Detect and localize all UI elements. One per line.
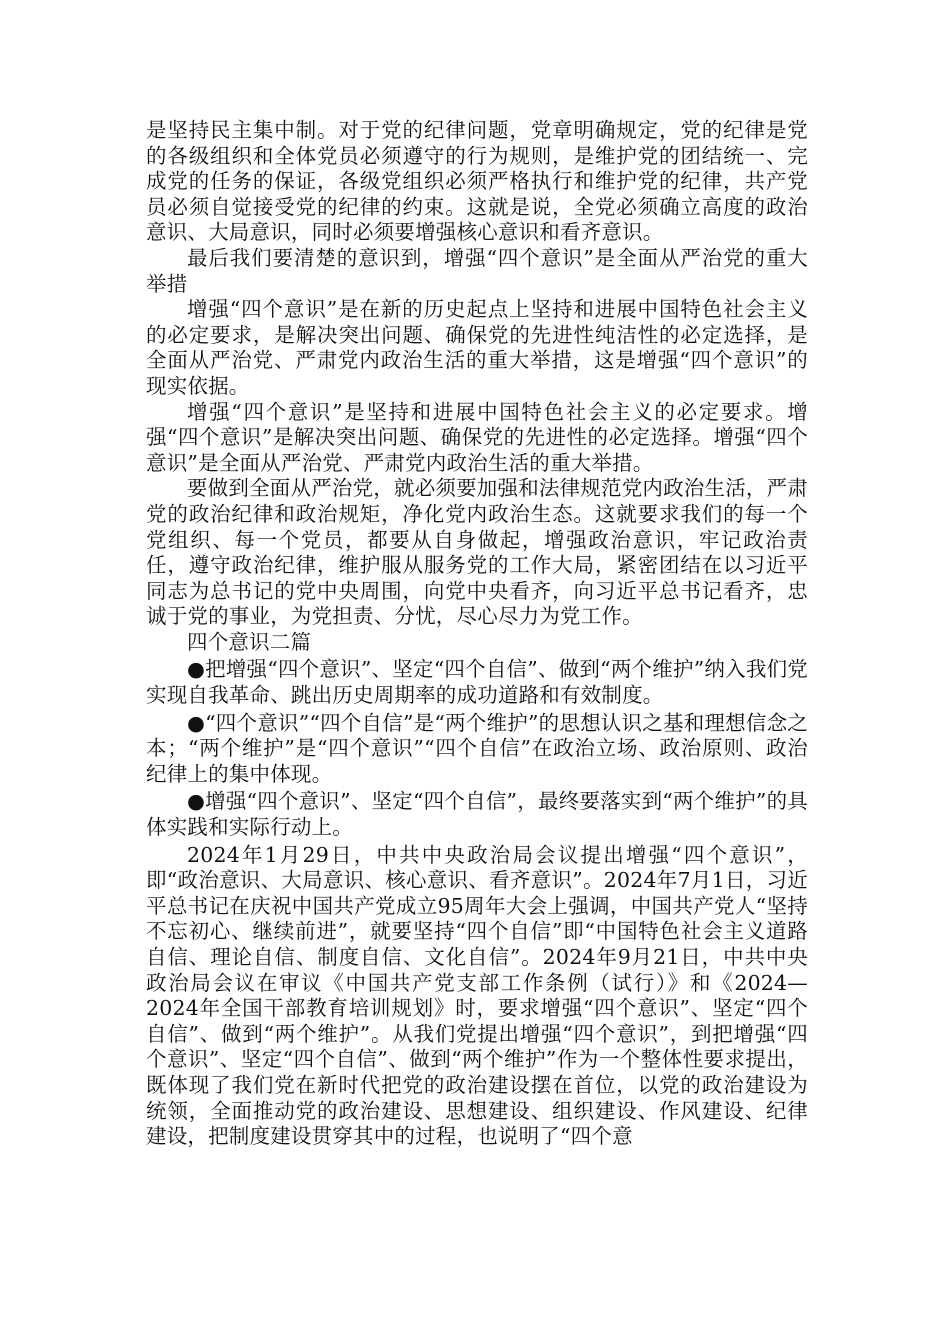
paragraph-6: 2024年1月29日，中共中央政治局会议提出增强“四个意识”，即“政治意识、大局意识、核心意识、看齐意识”。2024年7月1日，习近平总书记在庆祝中国共产党成立95周年大会上强调，中国共产党人“坚持不忘初心、继续前进”，就要坚持“四个自信”即“中国特色社会主义道路自信、理论自信、制度自信、文化自信”。2024年9月21日，中共中央政治局会议在审议《中国共产党支部工作条例（试行）》和《2024—2024年全国干部教育培训规划》时，要求增强“四个意识”、坚定“四个自信”、做到“两个维护”。从我们党提出增强“四个意识”，到把增强“四个意识”、坚定“四个自信”、做到“两个维护”作为一个整体性要求提出，既体现了我们党在新时代把党的政治建设摆在首位，以党的政治建设为统领，全面推动党的政治建设、思想建设、组织建设、作风建设、纪律建设，把制度建设贯穿其中的过程，也说明了“四个意 [146,842,808,1149]
bullet-point-3: ●增强“四个意识”、坚定“四个自信”，最终要落实到“两个维护”的具体实践和实际行动上。 [146,789,808,840]
section-heading: 四个意识二篇 [187,629,312,654]
paragraph-1: 是坚持民主集中制。对于党的纪律问题，党章明确规定，党的纪律是党的各级组织和全体党员必须遵守的行为规则，是维护党的团结统一、完成党的任务的保证，各级党组织必须严格执行和维护党的纪律，共产党员必须自觉接受党的纪律的约束。这就是说，全党必须确立高度的政治意识、大局意识，同时必须要增强核心意识和看齐意识。 [146,118,808,245]
bullet-point-1: ●把增强“四个意识”、坚定“四个自信”、做到“两个维护”纳入我们党实现自我革命、跳出历史周期率的成功道路和有效制度。 [146,657,808,708]
paragraph-5: 要做到全面从严治党，就必须要加强和法律规范党内政治生活，严肃党的政治纪律和政治规矩，净化党内政治生态。这就要求我们的每一个党组织、每一个党员，都要从自身做起，增强政治意识，牢记政治责任，遵守政治纪律，维护服从服务党的工作大局，紧密团结在以习近平同志为总书记的党中央周围，向党中央看齐，向习近平总书记看齐，忠诚于党的事业，为党担责、分忧，尽心尽力为党工作。 [146,476,808,629]
document-body [146,118,808,1150]
paragraph-2: 最后我们要清楚的意识到，增强“四个意识”是全面从严治党的重大举措 [146,245,808,296]
paragraph-3: 增强“四个意识”是在新的历史起点上坚持和进展中国特色社会主义的必定要求，是解决突出问题、确保党的先进性纯洁性的必定选择，是全面从严治党、严肃党内政治生活的重大举措，这是增强“四个意识”的现实依据。 [146,297,808,398]
bullet-point-2: ●“四个意识”“四个自信”是“两个维护”的思想认识之基和理想信念之本；“两个维护”是“四个意识”“四个自信”在政治立场、政治原则、政治纪律上的集中体现。 [146,710,808,786]
paragraph-4: 增强“四个意识”是坚持和进展中国特色社会主义的必定要求。增强“四个意识”是解决突出问题、确保党的先进性的必定选择。增强“四个意识”是全面从严治党、严肃党内政治生活的重大举措。 [146,399,808,475]
